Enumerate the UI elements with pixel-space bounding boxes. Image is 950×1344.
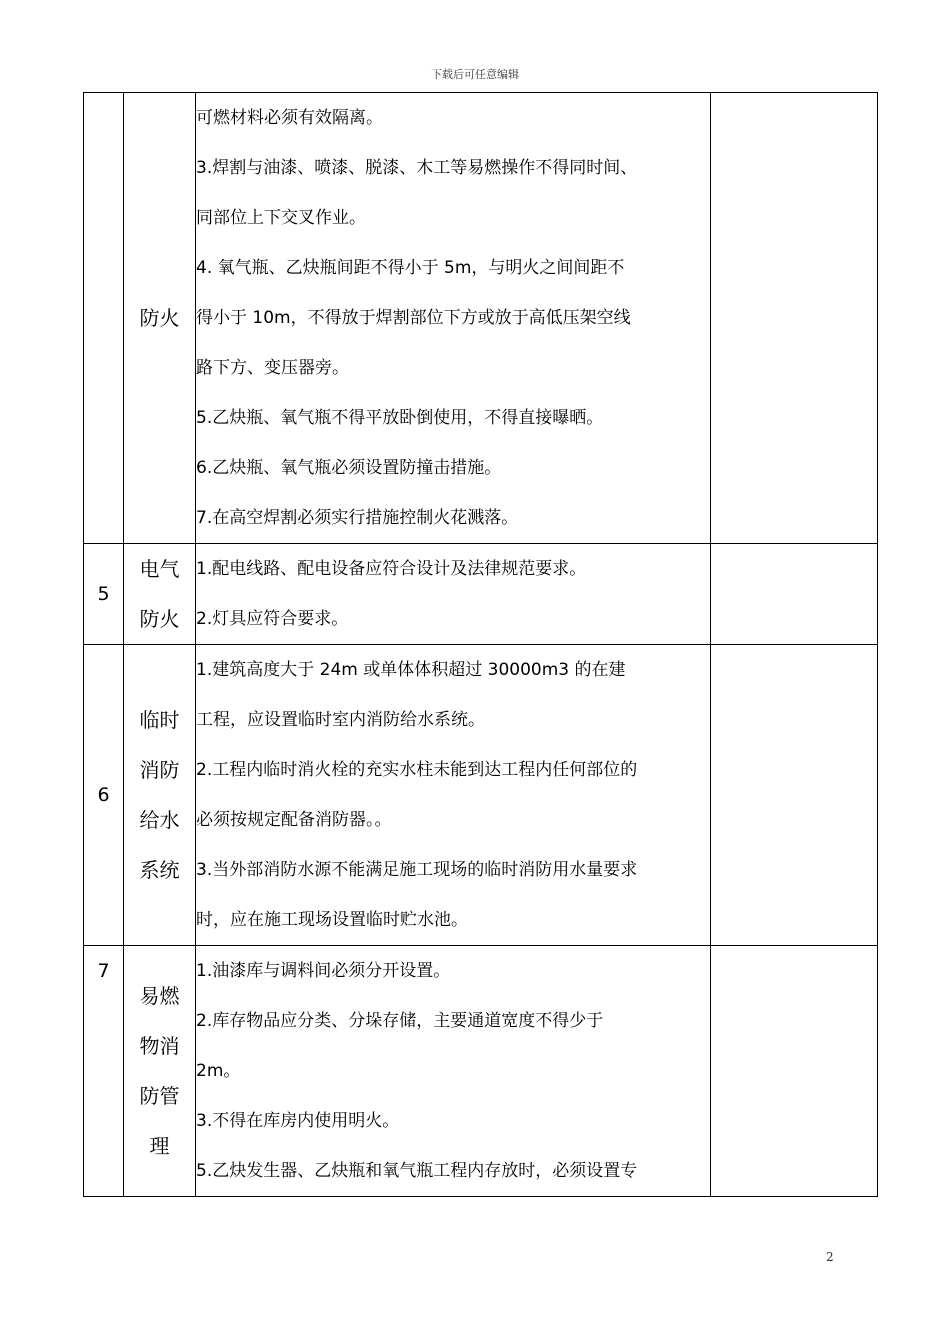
requirement-line: 6.乙炔瓶、氧气瓶必须设置防撞击措施。	[196, 458, 502, 478]
requirement-line: 可燃材料必须有效隔离。	[196, 108, 383, 128]
category-label: 易燃	[139, 984, 180, 1008]
requirement-line: 同部位上下交叉作业。	[196, 208, 366, 228]
category-cell	[124, 93, 196, 544]
category-label: 给水	[139, 808, 180, 832]
requirement-line: 1.建筑高度大于 24m 或单体体积超过 30000m3 的在建	[196, 660, 626, 680]
category-label: 物消	[139, 1034, 180, 1058]
category-label: 防火	[139, 306, 180, 330]
row-number: 7	[84, 946, 124, 1197]
requirement-line: 5.乙炔发生器、乙炔瓶和氧气瓶工程内存放时，必须设置专	[196, 1161, 638, 1181]
row-number	[84, 93, 124, 544]
check-result-cell	[711, 93, 878, 544]
table-row	[84, 93, 878, 544]
requirement-line: 时，应在施工现场设置临时贮水池。	[196, 910, 468, 930]
category-label: 电气	[139, 557, 180, 581]
category-label: 消防	[139, 758, 180, 782]
requirement-line: 2.工程内临时消火栓的充实水柱未能到达工程内任何部位的	[196, 760, 638, 780]
requirements-cell	[196, 946, 711, 1197]
requirement-line: 3.不得在库房内使用明火。	[196, 1111, 400, 1131]
requirement-line: 必须按规定配备消防器。。	[196, 810, 392, 830]
requirement-line: 2m。	[196, 1061, 241, 1081]
requirement-line: 2.灯具应符合要求。	[196, 609, 349, 629]
fire-safety-table	[83, 92, 878, 1197]
requirement-line: 3.焊割与油漆、喷漆、脱漆、木工等易燃操作不得同时间、	[196, 158, 638, 178]
category-cell	[124, 946, 196, 1197]
category-label: 理	[149, 1134, 170, 1158]
requirement-line: 3.当外部消防水源不能满足施工现场的临时消防用水量要求	[196, 860, 638, 880]
requirement-line: 2.库存物品应分类、分垛存储，主要通道宽度不得少于	[196, 1011, 604, 1031]
requirements-cell	[196, 93, 711, 544]
requirement-line: 7.在高空焊割必须实行措施控制火花溅落。	[196, 508, 519, 528]
table-row	[84, 946, 878, 1197]
row-number: 6	[84, 645, 124, 946]
requirement-line: 路下方、变压器旁。	[196, 358, 349, 378]
check-result-cell	[711, 645, 878, 946]
category-label: 系统	[139, 858, 180, 882]
row-number: 5	[84, 544, 124, 645]
table-row	[84, 645, 878, 946]
requirement-line: 得小于 10m，不得放于焊割部位下方或放于高低压架空线	[196, 308, 631, 328]
requirement-line: 1.配电线路、配电设备应符合设计及法律规范要求。	[196, 559, 587, 579]
requirement-line: 5.乙炔瓶、氧气瓶不得平放卧倒使用，不得直接曝晒。	[196, 408, 604, 428]
page-number: 2	[826, 1250, 834, 1264]
requirements-cell	[196, 645, 711, 946]
requirement-line: 1.油漆库与调料间必须分开设置。	[196, 961, 451, 981]
category-label: 防火	[139, 607, 180, 631]
check-result-cell	[711, 544, 878, 645]
requirements-cell	[196, 544, 711, 645]
table-body	[84, 93, 878, 1197]
category-cell	[124, 544, 196, 645]
check-result-cell	[711, 946, 878, 1197]
category-label: 临时	[139, 708, 180, 732]
category-label: 防管	[139, 1084, 180, 1108]
page-header-note: 下载后可任意编辑	[431, 68, 519, 81]
category-cell	[124, 645, 196, 946]
table-row	[84, 544, 878, 645]
requirement-line: 工程，应设置临时室内消防给水系统。	[196, 710, 485, 730]
requirement-line: 4. 氧气瓶、乙炔瓶间距不得小于 5m，与明火之间间距不	[196, 258, 625, 278]
